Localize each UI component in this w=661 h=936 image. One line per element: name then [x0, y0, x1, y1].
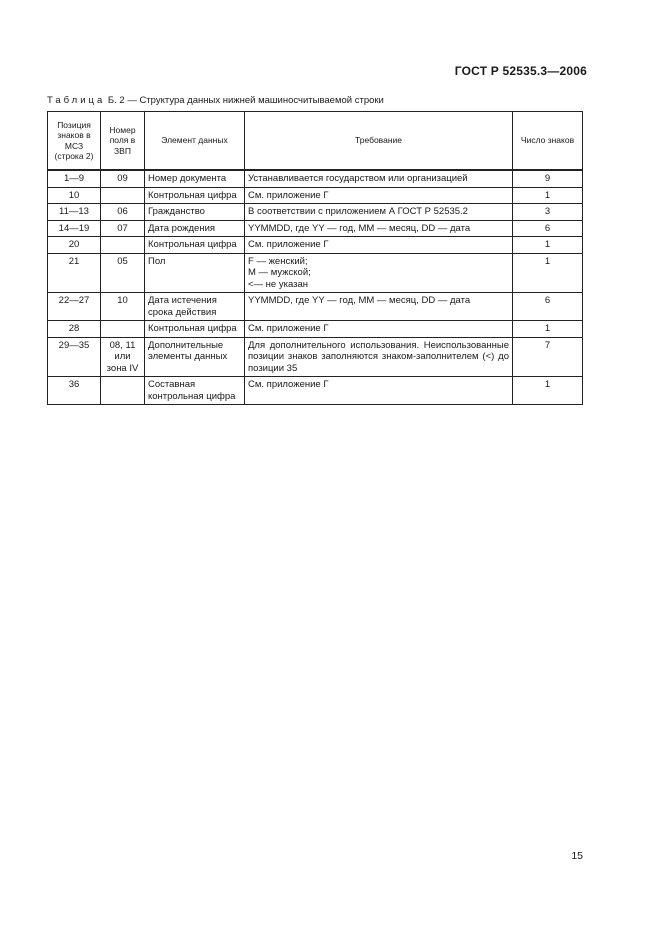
cell-requirement: F — женский; M — мужской; <— не указан: [245, 253, 513, 293]
table-caption-label: Таблица: [47, 95, 106, 106]
cell-field-number: 05: [101, 253, 145, 293]
page-number: 15: [571, 850, 583, 862]
col-header-requirement: Требование: [245, 112, 513, 171]
cell-field-number: 08, 11 или зона IV: [101, 337, 145, 377]
cell-field-number: [101, 321, 145, 338]
table-row: [48, 293, 583, 321]
cell-field-number: 07: [101, 220, 145, 237]
col-header-char-count: Число знаков: [513, 112, 583, 171]
table-caption: [47, 95, 384, 106]
table-header-row: [48, 112, 583, 171]
cell-char-count: 6: [513, 293, 583, 321]
table-row: [48, 220, 583, 237]
data-structure-table: [47, 111, 583, 405]
col-header-data-element: Элемент данных: [145, 112, 245, 171]
cell-position: 1—9: [48, 170, 101, 187]
cell-data-element: Дополнительные элементы данных: [145, 337, 245, 377]
cell-position: 14—19: [48, 220, 101, 237]
table-row: [48, 337, 583, 377]
table-row: [48, 377, 583, 405]
cell-data-element: Дата рождения: [145, 220, 245, 237]
cell-field-number: [101, 377, 145, 405]
cell-data-element: Гражданство: [145, 204, 245, 221]
cell-requirement: Для дополнительного использования. Неиспользованные позиции знаков заполняются знаком-заполнителем (<) до позиции 35: [245, 337, 513, 377]
cell-field-number: [101, 237, 145, 254]
cell-char-count: 1: [513, 377, 583, 405]
cell-requirement: В соответствии с приложением А ГОСТ Р 52535.2: [245, 204, 513, 221]
cell-data-element: Пол: [145, 253, 245, 293]
cell-char-count: 6: [513, 220, 583, 237]
cell-char-count: 1: [513, 253, 583, 293]
cell-char-count: 3: [513, 204, 583, 221]
cell-requirement: Устанавливается государством или организацией: [245, 170, 513, 187]
table-row: [48, 237, 583, 254]
cell-data-element: Дата истечения срока действия: [145, 293, 245, 321]
cell-position: 11—13: [48, 204, 101, 221]
cell-field-number: [101, 187, 145, 204]
table-row: [48, 321, 583, 338]
cell-field-number: 10: [101, 293, 145, 321]
cell-position: 10: [48, 187, 101, 204]
table-row: [48, 187, 583, 204]
cell-position: 20: [48, 237, 101, 254]
table-row: [48, 253, 583, 293]
cell-requirement: См. приложение Г: [245, 377, 513, 405]
cell-requirement: См. приложение Г: [245, 187, 513, 204]
cell-data-element: Номер документа: [145, 170, 245, 187]
cell-data-element: Контрольная цифра: [145, 321, 245, 338]
cell-position: 29—35: [48, 337, 101, 377]
cell-field-number: 09: [101, 170, 145, 187]
cell-char-count: 1: [513, 187, 583, 204]
cell-position: 28: [48, 321, 101, 338]
col-header-position: Позиция знаков в МСЗ (строка 2): [48, 112, 101, 171]
cell-position: 21: [48, 253, 101, 293]
cell-position: 36: [48, 377, 101, 405]
cell-char-count: 9: [513, 170, 583, 187]
cell-data-element: Составная контрольная цифра: [145, 377, 245, 405]
table-caption-text: Б. 2 — Структура данных нижней машиносчитываемой строки: [105, 95, 384, 106]
cell-char-count: 1: [513, 237, 583, 254]
cell-char-count: 1: [513, 321, 583, 338]
document-standard-header: ГОСТ Р 52535.3—2006: [454, 64, 587, 78]
cell-requirement: YYMMDD, где YY — год, MM — месяц, DD — дата: [245, 293, 513, 321]
cell-field-number: 06: [101, 204, 145, 221]
cell-data-element: Контрольная цифра: [145, 187, 245, 204]
cell-requirement: YYMMDD, где YY — год, MM — месяц, DD — дата: [245, 220, 513, 237]
cell-requirement: См. приложение Г: [245, 237, 513, 254]
cell-char-count: 7: [513, 337, 583, 377]
cell-position: 22—27: [48, 293, 101, 321]
table-row: [48, 204, 583, 221]
table-row: [48, 170, 583, 187]
cell-data-element: Контрольная цифра: [145, 237, 245, 254]
cell-requirement: См. приложение Г: [245, 321, 513, 338]
col-header-field-number: Номер поля в ЗВП: [101, 112, 145, 171]
